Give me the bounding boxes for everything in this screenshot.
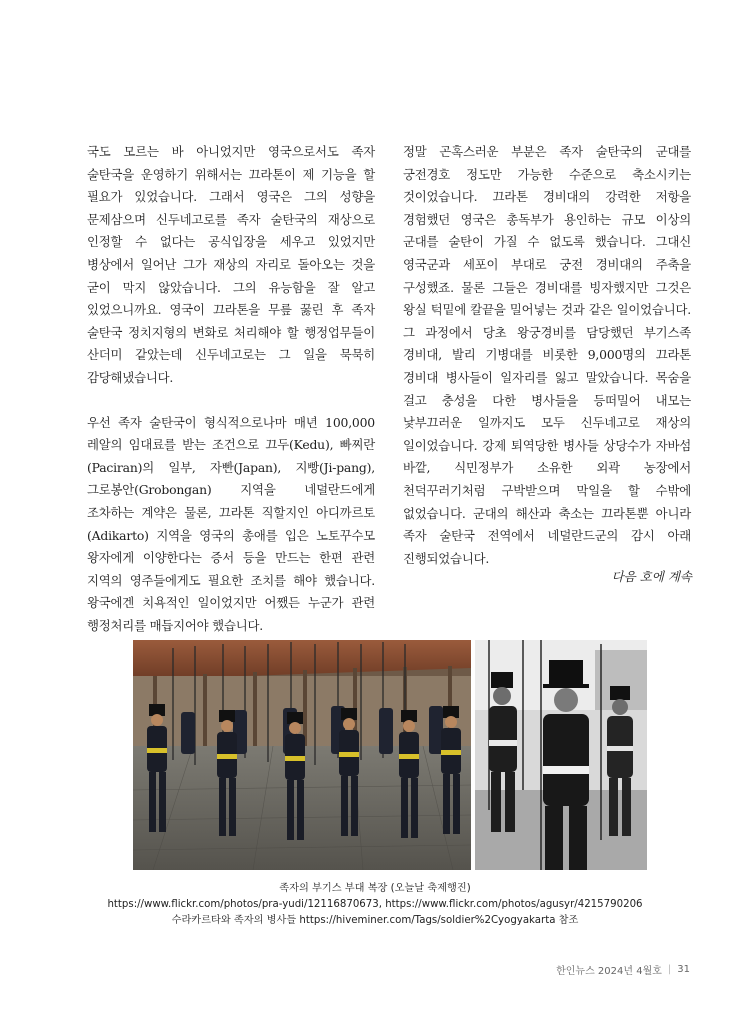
article-paragraph: 우선 족자 술탄국이 형식적으로나마 매년 100,000 레알의 임대료를 받는 조건으로 끄두(Kedu), 빠찌란(Paciran)의 일부, 자빤(Japan), 지빵(Ji-pang), 그로봉안(Grobongan) 지역을 네덜란드에게 조차하는 계약은 물론, 끄라톤 직할지인 아디까르토(Adikarto) 지역을 영국의 총애를 입은 노토꾸수모 왕자에게 이양한다는 증서 등을 만드는 한편 관련 지역의 영주들에게도 필요한 조치를 해야 했습니다. 왕국에겐 치욕적인 일이었지만 어쨌든 누군가 관련 행정처리를 매듭지어야 했습니다. bbox=[87, 414, 375, 633]
continued-note: 다음 호에 계속 bbox=[611, 569, 692, 584]
parade-photo-illustration bbox=[133, 640, 471, 870]
caption-reference: 수라카르타와 족자의 병사들 https://hiveminer.com/Tags/soldier%2Cyogyakarta 참조 bbox=[171, 915, 579, 926]
caption-source-links: https://www.flickr.com/photos/pra-yudi/12116870673, https://www.flickr.com/photos/agusyr/4215790206 bbox=[107, 899, 643, 910]
page-footer bbox=[556, 962, 690, 977]
photo-soldiers-bw bbox=[475, 640, 647, 870]
publication-name: 한인뉴스 2024년 4월호 bbox=[556, 966, 662, 977]
article-column-right bbox=[403, 141, 691, 570]
photo-bugis-troop-parade bbox=[133, 640, 471, 870]
figure-caption bbox=[0, 881, 750, 929]
article-paragraph: 정말 곤혹스러운 부분은 족자 술탄국의 군대를 궁전경호 정도만 가능한 수준으로 축소시키는 것이었습니다. 끄라톤 경비대의 강력한 저항을 경험했던 영국은 총독부가 용인하는 규모 이상의 군대를 술탄이 가질 수 없도록 했습니다. 그대신 영국군과 세포이 부대로 궁전 경비대의 주축을 구성했죠. 물론 그들은 경비대를 빙자했지만 그것은 왕실 턱밑에 칼끝을 밀어넣는 것과 같은 일이었습니다. 그 과정에서 당초 왕궁경비를 담당했던 부기스족 경비대, 발리 기병대를 비롯한 9,000명의 끄라톤 경비대 병사들이 일자리를 잃고 말았습니다. 목숨을 걸고 충성을 다한 병사들을 등떠밀어 내모는 낯부끄러운 일까지도 모두 신두네고로 재상의 일이었습니다. 강제 퇴역당한 병사들 상당수가 자바섬 바깥, 식민정부가 소유한 외곽 농장에서 천덕꾸러기처럼 구박받으며 막일을 할 수밖에 없었습니다. 군대의 해산과 축소는 끄라톤뿐 아니라 족자 술탄국 전역에서 네덜란드군의 감시 아래 진행되었습니다. bbox=[403, 144, 691, 566]
figure-photos bbox=[133, 640, 647, 870]
article-column-left bbox=[87, 141, 375, 637]
page-number: 31 bbox=[677, 964, 690, 975]
bw-photo-illustration bbox=[475, 640, 647, 870]
caption-title: 족자의 부기스 부대 복장 (오늘날 축제행진) bbox=[279, 883, 471, 894]
footer-separator: | bbox=[667, 964, 672, 975]
article-paragraph: 국도 모르는 바 아니었지만 영국으로서도 족자 술탄국을 운영하기 위해서는 끄라톤이 제 기능을 할 필요가 있었습니다. 그래서 영국은 그의 성향을 문제삼으며 신두네고로를 족자 술탄국의 재상으로 인정할 수 없다는 공식입장을 세우고 있었지만 병상에서 일어난 그가 재상의 자리로 돌아오는 것을 굳이 막지 않았습니다. 그의 유능함을 잘 알고 있었으니까요. 영국이 끄라톤을 무릎 꿇린 후 족자 술탄국 정치지형의 변화로 처리해야 할 행정업무들이 산더미 같았는데 신두네고로는 그 일을 묵묵히 감당해냈습니다. bbox=[87, 144, 375, 385]
